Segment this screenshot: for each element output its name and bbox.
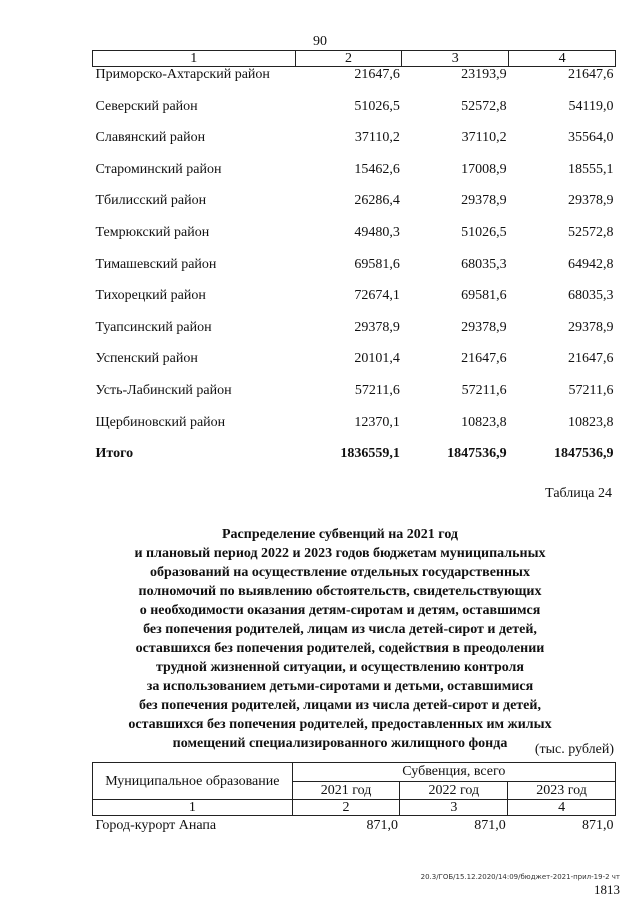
table-row	[93, 383, 616, 415]
value-cell: 69581,6	[461, 288, 507, 304]
table-row	[93, 225, 616, 257]
value-cell: 35564,0	[568, 130, 614, 146]
value-cell: 21647,6	[354, 67, 400, 82]
index-header: 3	[400, 800, 508, 816]
subsidy-group-header: Субвенция, всего	[292, 763, 615, 782]
subsidy-table-24	[92, 762, 616, 835]
heading-line: оставшихся без попечения родителей, предоставленных им жилых	[128, 717, 552, 732]
value-cell: 23193,9	[461, 67, 507, 82]
municipality-column-header: Муниципальное образование	[93, 763, 293, 800]
value-cell: 10823,8	[568, 414, 614, 430]
heading-line: оставшихся без попечения родителей, содействия в преодолении	[135, 641, 545, 656]
value-cell: 29378,9	[568, 319, 614, 335]
heading-line: образований на осуществление отдельных государственных	[150, 565, 530, 580]
page-number: 90	[313, 34, 327, 49]
column-header: 1	[93, 51, 296, 67]
column-header: 3	[402, 51, 509, 67]
value-cell: 51026,5	[354, 98, 400, 114]
year-header: 2022 год	[400, 781, 508, 800]
municipality-name-cell: Приморско-Ахтарский район	[95, 67, 270, 82]
table-row	[93, 288, 616, 320]
value-cell: 29378,9	[461, 193, 507, 209]
sheet-number: 1813	[594, 882, 620, 897]
heading-line: без попечения родителей, лицами из числа детей-сирот и детей,	[139, 698, 541, 713]
value-cell: 57211,6	[354, 382, 400, 398]
total-value: 1836559,1	[340, 446, 400, 462]
municipality-name-cell: Тимашевский район	[95, 256, 217, 272]
value-cell: 69581,6	[354, 256, 400, 272]
value-cell: 68035,3	[461, 256, 507, 272]
value-cell: 37110,2	[354, 130, 400, 146]
table-row	[93, 162, 616, 194]
value-cell: 12370,1	[354, 414, 400, 430]
total-label: Итого	[95, 446, 134, 462]
value-cell: 17008,9	[461, 161, 507, 177]
municipality-name-cell: Тбилисский район	[95, 193, 207, 209]
table-row	[93, 130, 616, 162]
value-cell: 18555,1	[568, 161, 614, 177]
table-row	[93, 193, 616, 225]
municipality-name-cell: Усть-Лабинский район	[95, 382, 232, 398]
municipality-name-cell: Город-курорт Анапа	[95, 818, 217, 833]
municipality-name-cell: Щербиновский район	[95, 414, 226, 430]
heading-line: Распределение субвенций на 2021 год	[222, 527, 458, 542]
table-row	[93, 67, 616, 99]
total-value: 1847536,9	[447, 446, 507, 462]
municipality-name-cell: Тихорецкий район	[95, 288, 206, 304]
year-header: 2023 год	[508, 781, 616, 800]
index-header: 2	[292, 800, 400, 816]
table-row	[93, 816, 616, 836]
table-heading	[60, 525, 620, 753]
table-row	[93, 320, 616, 352]
total-row	[93, 446, 616, 478]
value-cell: 29378,9	[461, 319, 507, 335]
heading-line: за использованием детьми-сиротами и детьми, оставшимися	[146, 679, 534, 694]
value-cell: 21647,6	[568, 351, 614, 367]
table-header-row	[93, 51, 616, 67]
column-header: 2	[295, 51, 402, 67]
municipality-name-cell: Староминский район	[95, 161, 222, 177]
heading-line: трудной жизненной ситуации, и осуществлению контроля	[156, 660, 524, 675]
heading-line: и плановый период 2022 и 2023 годов бюджетам муниципальных	[134, 546, 546, 561]
municipality-name-cell: Туапсинский район	[95, 319, 212, 335]
footer-code: 20.3/ГОБ/15.12.2020/14:09/бюджет-2021-прил-19-2 чт	[420, 873, 620, 881]
value-cell: 49480,3	[354, 224, 400, 240]
heading-line: полномочий по выявлению обстоятельств, свидетельствующих	[138, 584, 542, 599]
table-row	[93, 415, 616, 447]
value-cell: 871,0	[582, 818, 614, 833]
value-cell: 10823,8	[461, 414, 507, 430]
value-cell: 21647,6	[568, 67, 614, 82]
table-row	[93, 351, 616, 383]
value-cell: 68035,3	[568, 288, 614, 304]
value-cell: 26286,4	[354, 193, 400, 209]
value-cell: 20101,4	[354, 351, 400, 367]
column-header: 4	[509, 51, 616, 67]
total-value: 1847536,9	[554, 446, 614, 462]
value-cell: 29378,9	[568, 193, 614, 209]
index-header: 1	[93, 800, 293, 816]
municipality-name-cell: Славянский район	[95, 130, 206, 146]
heading-line: о необходимости оказания детям-сиротам и детям, оставшимся	[139, 603, 541, 618]
table-row	[93, 99, 616, 131]
value-cell: 871,0	[366, 818, 398, 833]
value-cell: 29378,9	[354, 319, 400, 335]
value-cell: 64942,8	[568, 256, 614, 272]
value-cell: 52572,8	[568, 224, 614, 240]
municipality-name-cell: Успенский район	[95, 351, 198, 367]
index-header: 4	[508, 800, 616, 816]
subsidy-table-continued	[92, 50, 616, 478]
value-cell: 871,0	[474, 818, 506, 833]
heading-line: без попечения родителей, лицам из числа детей-сирот и детей,	[143, 622, 537, 637]
units-label: (тыс. рублей)	[534, 742, 614, 757]
value-cell: 57211,6	[461, 382, 507, 398]
heading-line: помещений специализированного жилищного фонда	[172, 736, 508, 751]
value-cell: 54119,0	[568, 98, 614, 114]
municipality-name-cell: Темрюкский район	[95, 224, 210, 240]
table-label: Таблица 24	[545, 486, 612, 501]
value-cell: 15462,6	[354, 161, 400, 177]
municipality-name-cell: Северский район	[95, 98, 198, 114]
value-cell: 52572,8	[461, 98, 507, 114]
table-row	[93, 257, 616, 289]
value-cell: 72674,1	[354, 288, 400, 304]
value-cell: 57211,6	[568, 382, 614, 398]
year-header: 2021 год	[292, 781, 400, 800]
value-cell: 21647,6	[461, 351, 507, 367]
value-cell: 51026,5	[461, 224, 507, 240]
value-cell: 37110,2	[461, 130, 507, 146]
